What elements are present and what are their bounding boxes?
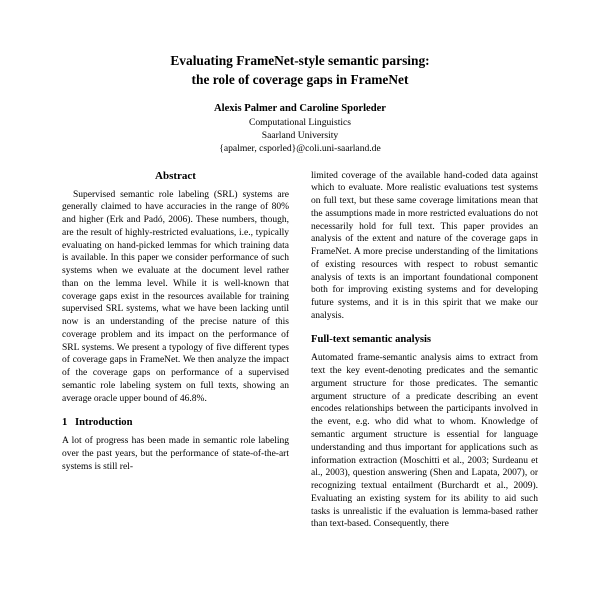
author-email: {apalmer, csporled}@coli.uni-saarland.de bbox=[219, 142, 381, 154]
author-list: Alexis Palmer and Caroline Sporleder bbox=[213, 103, 387, 114]
abstract-heading: Abstract bbox=[155, 169, 196, 182]
intro-continuation-paragraph: limited coverage of the available hand-coded data against which to evaluate. More realistic evaluations test systems on full text, but these same coverage limitations mean that the assumptions made in more restricted evaluations do not necessarily hold for full text. This paper provides an analysis of the extent and nature of the coverage gaps in FrameNet. A more precise understanding of the limitations of existing resources with respect to robust semantic analysis of texts is an important foundational component both for improving existing systems and for developing future systems, and it is in this spirit that we make our analysis. bbox=[311, 170, 538, 321]
title-line-2: the role of coverage gaps in FrameNet bbox=[191, 71, 409, 87]
section-heading-full-text-semantic-analysis: Full-text semantic analysis bbox=[311, 333, 432, 345]
right-column bbox=[311, 170, 538, 538]
section-number: 1 bbox=[62, 416, 68, 428]
section-title: Introduction bbox=[75, 416, 133, 428]
affiliation-line-2: Saarland University bbox=[261, 129, 339, 141]
section-heading-introduction bbox=[62, 417, 289, 430]
two-column-body bbox=[62, 170, 538, 538]
left-column bbox=[62, 170, 289, 538]
full-text-paragraph-1: Automated frame-semantic analysis aims to extract from text the key event-denoting predicates and the semantic argument structure for those predicates. The semantic argument structure of a predicate describing an event encodes relationships between the participants involved in the event, e.g. who did what to whom. Knowledge of semantic argument structure is essential for language understanding and thus important for applications such as information extraction (Moschitti et al., 2003; Surdeanu et al., 2003), question answering (Shen and Lapata, 2007), or recognizing textual entailment (Burchardt et al., 2009). Evaluating an existing system for its ability to aid such tasks is unrealistic if the evaluation is lemma-based rather than text-based. Consequently, there bbox=[311, 353, 538, 530]
title-line-1: Evaluating FrameNet-style semantic parsing: bbox=[170, 53, 430, 68]
page-title bbox=[62, 52, 538, 89]
introduction-paragraph-1: A lot of progress has been made in semantic role labeling over the past years, but the performance of state-of-the-art systems is still rel- bbox=[62, 436, 289, 472]
abstract-paragraph: Supervised semantic role labeling (SRL) systems are generally claimed to have accuracies in the range of 80% and higher (Erk and Padó, 2006). These numbers, though, are the result of highly-restricted evaluations, i.e., typically evaluating on hand-picked lemmas for which training data is available. In this paper we consider performance of such systems when we evaluate at the document level rather than on the lemma level. While it is well-known that coverage gaps exist in the resources available for training supervised SRL systems, what we have been lacking until now is an understanding of the precise nature of this coverage problem and its impact on the performance of SRL systems. We present a typology of five different types of coverage gaps in FrameNet. We then analyze the impact of the coverage gaps on performance of a supervised semantic role labeling system on full texts, showing an average oracle upper bound of 46.8%. bbox=[62, 189, 289, 404]
affiliation-line-1: Computational Linguistics bbox=[248, 117, 352, 128]
